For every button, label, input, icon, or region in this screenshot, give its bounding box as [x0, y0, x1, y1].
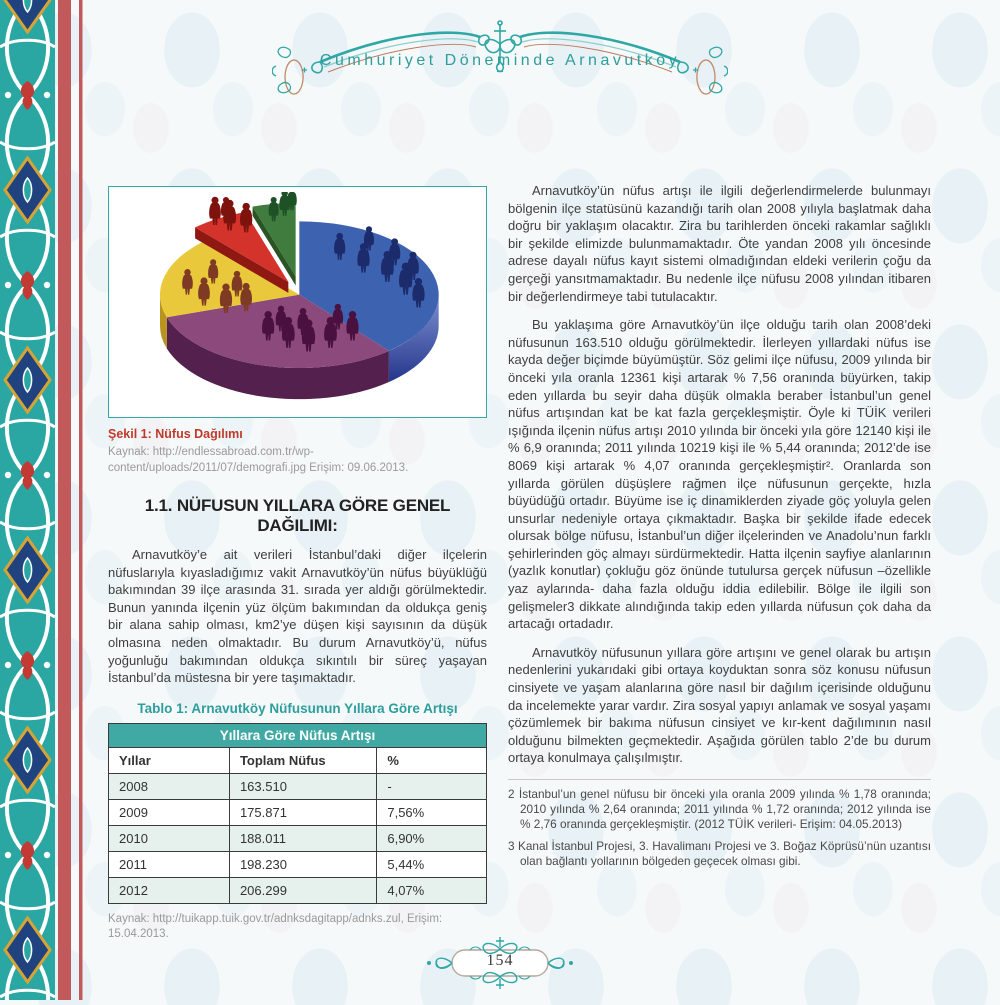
- table-row: [109, 851, 487, 877]
- cell-year: 2008: [109, 773, 230, 799]
- cell-year: 2010: [109, 825, 230, 851]
- cell-year: 2009: [109, 799, 230, 825]
- cell-percent: 5,44%: [377, 851, 487, 877]
- cell-percent: 4,07%: [377, 877, 487, 903]
- column-header-years: Yıllar: [109, 747, 230, 773]
- population-growth-table: [108, 723, 487, 904]
- cell-percent: -: [377, 773, 487, 799]
- left-column: [108, 186, 487, 943]
- right-column: [508, 182, 931, 869]
- body-paragraph: Arnavutköy’ün nüfus artışı ile ilgili değerlendirmelerde bulunmayı bölgenin ilçe statüsünü kazandığı tarih olan 2008 yılıyla başlatmak daha doğru bir yaklaşım olacaktır. Zira bu tarihlerden önceki rakamlar sağlıklı bir şekilde elimizde bulunmamaktadır. Öte yandan 2008 yılı öncesinde adrese dayalı nüfus kayıt sistemi olmadığından eldeki verilerin çoğu da gerçeği yansıtmamaktadır. Bu nedenle ilçe nüfusu 2008 yılından itibaren bir değerlendirmeye tabi tutulacaktır.: [508, 183, 931, 304]
- cell-total: 175.871: [229, 799, 376, 825]
- figure-source: Kaynak: http://endlessabroad.com.tr/wp-content/uploads/2011/07/demografi.jpg Erişim: 09.06.2013.: [108, 446, 409, 474]
- figure-caption: Şekil 1: Nüfus Dağılımı: [108, 427, 243, 441]
- table-row: [109, 799, 487, 825]
- table-title: Tablo 1: Arnavutköy Nüfusunun Yıllara Göre Artışı: [137, 700, 458, 716]
- column-header-percent: %: [377, 747, 487, 773]
- table-band-row: [109, 723, 487, 747]
- footnote: 3 Kanal İstanbul Projesi, 3. Havalimanı Projesi ve 3. Boğaz Köprüsü’nün uzantısı olan bağlantı yollarının bölgeden geçecek olması gibi.: [508, 839, 931, 868]
- figure-frame: [108, 186, 487, 418]
- body-paragraph: Arnavutköy nüfusunun yıllara göre artışını ve genel olarak bu artışın nedenlerini yukarıdaki gibi ortaya koyduktan sonra söz konusu nüfusun cinsiyete ve yaşam alanlarına göre nasıl bir dağılım içerisinde olduğunu da incelemekte yarar vardır. Zira sosyal yapıyı anlamak ve sosyal yaşamı çözümlemek bir bakıma nüfusun cinsiyet ve kır-kent dağılımının nasıl olduğunu bilmekten geçmektedir. Aşağıda görülen tablo 2’de bu durum ortaya konulmaya çalışılmıştır.: [508, 644, 931, 766]
- cell-year: 2011: [109, 851, 230, 877]
- cell-total: 206.299: [229, 877, 376, 903]
- cell-percent: 6,90%: [377, 825, 487, 851]
- page-header-title: Cumhuriyet Döneminde Arnavutköy: [319, 52, 681, 69]
- section-heading: 1.1. NÜFUSUN YILLARA GÖRE GENEL DAĞILIMI:: [144, 496, 451, 536]
- cell-total: 163.510: [229, 773, 376, 799]
- page-number-ornament: [415, 933, 585, 993]
- cell-percent: 7,56%: [377, 799, 487, 825]
- page-number: 154: [486, 952, 514, 969]
- body-paragraph: Bu yaklaşıma göre Arnavutköy’ün ilçe olduğu tarih olan 2008’deki nüfusunun 163.510 olduğu görülmektedir. İlerleyen yıllardaki nüfus ise kayda değer biçimde büyümüştür. Söz gelimi ilçe nüfusu, 2009 yılında bir önceki yıla oranla 12361 kişi artarak % 7,56 oranında büyürken, takip eden yıllarda bu seyir daha düşük olmakla beraber İstanbul’un genel nüfus artışından kat be kat fazla gerçekleşmiştir. Öyle ki TÜİK verileri ışığında ilçenin nüfus artışı 2010 yılında bir önceki yıla göre 12140 kişi ile % 6,9 oranında; 2011 yılında 10219 kişi ile % 5,44 oranında; 2012’de ise 8069 kişi artarak % 4,07 oranında gerçekleşmiştir². Oranlarda son yıllarda görülen düşüşlere rağmen ilçe nüfusunun gerçekte, hızla büyüdüğü ortadır. Büyüme ise iç dinamiklerden ziyade göç yoluyla gelen unsurlar nedeniyle ortaya çıkmaktadır. Başka bir şekilde ifade edecek olursak bölge nüfusu, İstanbul’un diğer ilçelerinden ve Anadolu’nun farklı şehirlerinden göç almayı sürdürmektedir. Hatta ilçenin sayfiye alanlarının (yazlık konutlar) çokluğu göz önünde tutulursa gerçek nüfusun –özellikle yaz aylarında- daha fazla olduğu iddia edilebilir. Bölge ile ilgili son gelişmeler3 dikkate alındığında takip eden yıllarda nüfusun çok daha da artacağı ortadadır.: [508, 317, 931, 632]
- section-paragraph: Arnavutköy’e ait verileri İstanbul’daki diğer ilçelerin nüfuslarıyla kıyasladığımız vakit Arnavutköy’ün nüfus büyüklüğü bakımından 39 ilçe arasında 31. sırada yer aldığı görülmektedir. Bunun yanında ilçenin yüz ölçüm bakımından da oldukça geniş bir alana sahip olması, km2’ye düşen kişi sayısının da düşük olmasına neden olmaktadır. Bu durum Arnavutköy’ü, nüfus yoğunluğu bakımından oldukça sıkıntılı bir süreç yaşayan İstanbul’da müstesna bir yere taşımaktadır.: [108, 547, 487, 686]
- table-row: [109, 877, 487, 903]
- column-header-total: Toplam Nüfus: [229, 747, 376, 773]
- population-pie-chart-image: [114, 192, 481, 412]
- cell-total: 198.230: [229, 851, 376, 877]
- cell-total: 188.011: [229, 825, 376, 851]
- ottoman-tile-border: [0, 0, 86, 1000]
- table-band-header: Yıllara Göre Nüfus Artışı: [109, 723, 487, 747]
- table-header-row: [109, 747, 487, 773]
- table-row: [109, 773, 487, 799]
- footnote-divider: [508, 779, 931, 780]
- table-row: [109, 825, 487, 851]
- table-source: Kaynak: http://tuikapp.tuik.gov.tr/adnksdagitapp/adnks.zul, Erişim: 15.04.2013.: [108, 912, 443, 941]
- ottoman-tile-border-graphic: [0, 0, 86, 1000]
- cell-year: 2012: [109, 877, 230, 903]
- footnote: 2 İstanbul’un genel nüfusu bir önceki yıla oranla 2009 yılında % 1,78 oranında; 2010 yılında % 2,64 oranında; 2011 yılında % 1,72 oranında; 2012 yılında ise % 2,76 oranında gerçekleşmiştir. (2012 TÜİK verileri- Erişim: 04.05.2013): [508, 787, 931, 831]
